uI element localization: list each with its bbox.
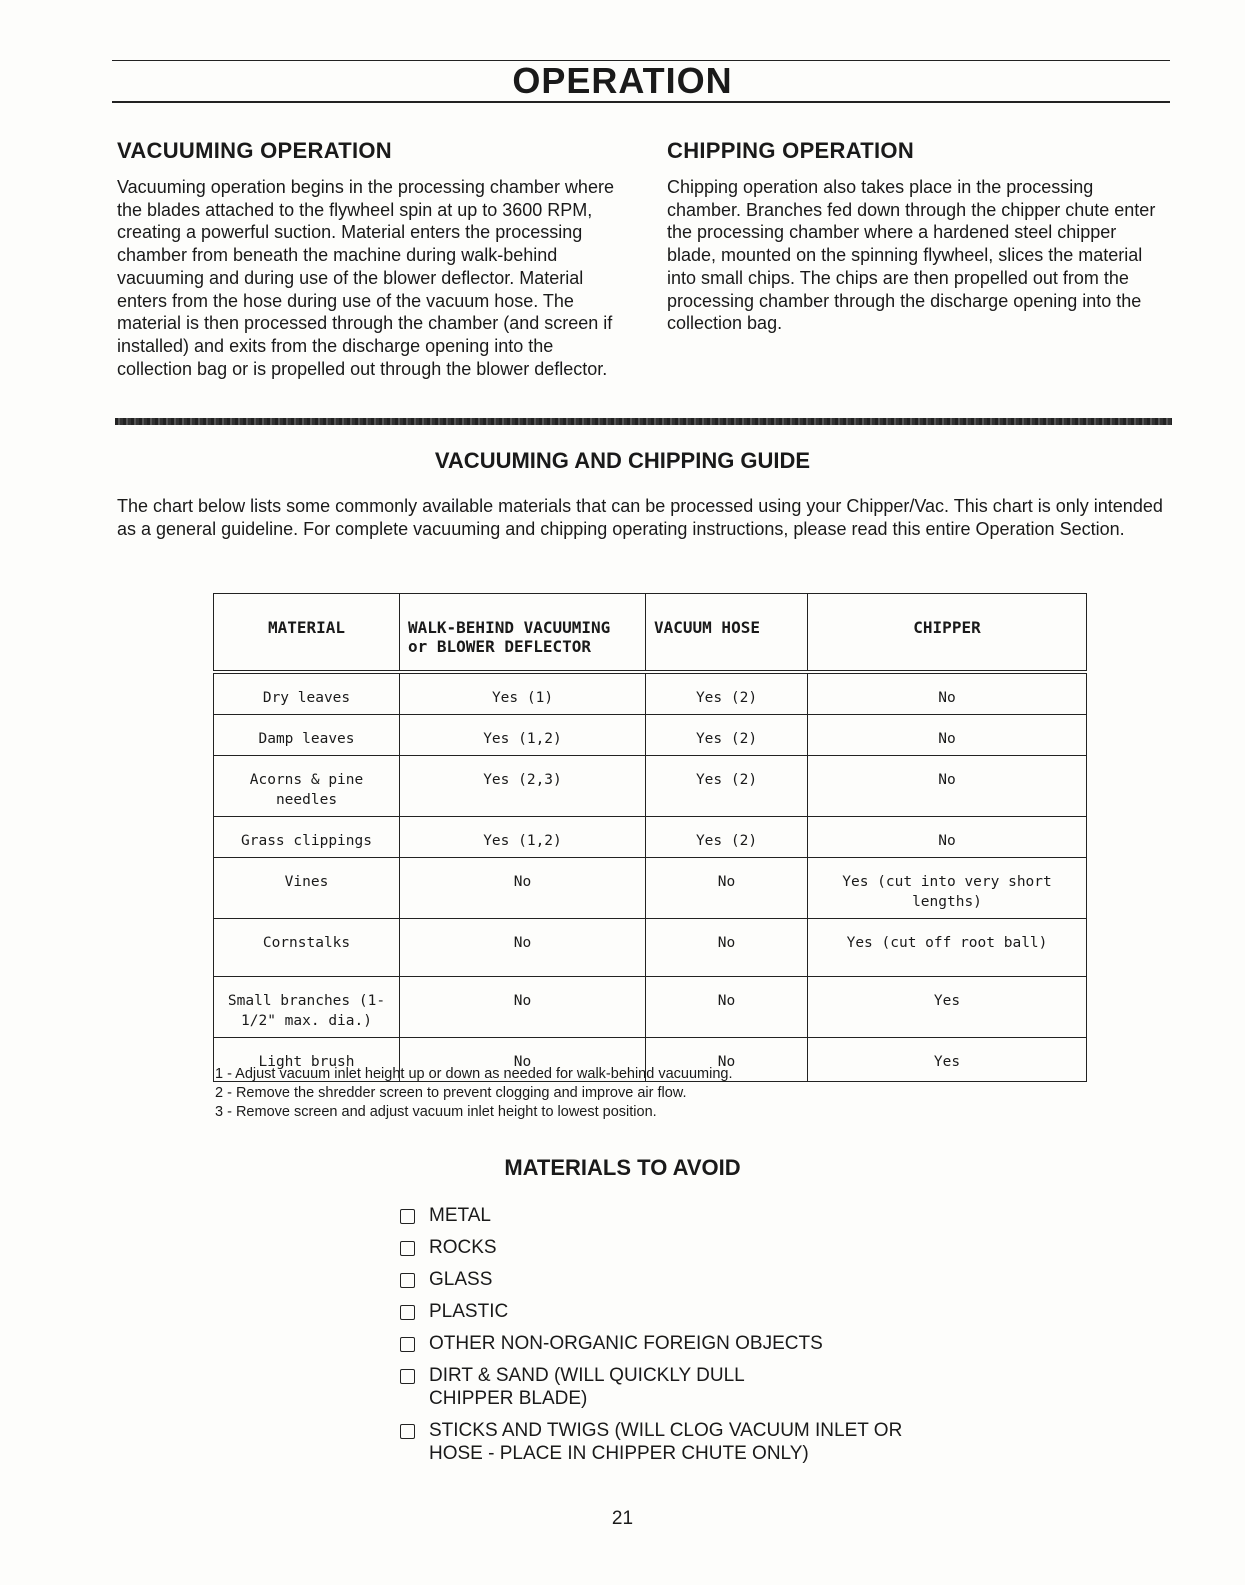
- cell-material: Dry leaves: [214, 672, 400, 715]
- cell-material: Vines: [214, 858, 400, 919]
- table-header-row: [214, 594, 1087, 673]
- list-item: [398, 1236, 909, 1259]
- cell-vacuum-hose: Yes (2): [646, 715, 808, 756]
- cell-walk-behind: No: [400, 858, 646, 919]
- vacuuming-section: [117, 138, 622, 380]
- cell-vacuum-hose: No: [646, 977, 808, 1038]
- guide-intro: The chart below lists some commonly available materials that can be processed using your Chipper/Vac. This chart is only intended as a general guideline. For complete vacuuming and chipping operating instructions, please read this entire Operation Section.: [117, 496, 1163, 539]
- cell-walk-behind: No: [400, 1038, 646, 1082]
- cell-material: Light brush: [214, 1038, 400, 1082]
- page-title: OPERATION: [512, 60, 733, 101]
- vacuuming-text: Vacuuming operation begins in the processing chamber where the blades attached to the flywheel spin at up to 3600 RPM, creating a powerful suction. Material enters the processing chamber from beneath the machine during walk-behind vacuuming and during use of the blower deflector. Material enters from the hose during use of the vacuum hose. The material is then processed through the chamber (and screen if installed) and exits from the discharge opening into the collection bag or is propelled out through the blower deflector.: [117, 177, 614, 379]
- list-item: [398, 1332, 909, 1355]
- avoid-item-text: METAL: [429, 1205, 491, 1226]
- checkbox-icon: [400, 1337, 415, 1352]
- avoid-item-text: DIRT & SAND (WILL QUICKLY DULL CHIPPER BLADE): [429, 1365, 744, 1409]
- cell-vacuum-hose: No: [646, 919, 808, 977]
- cell-vacuum-hose: No: [646, 858, 808, 919]
- cell-walk-behind: No: [400, 919, 646, 977]
- cell-chipper: No: [808, 756, 1087, 817]
- checkbox-icon: [400, 1273, 415, 1288]
- list-item: [398, 1300, 909, 1323]
- avoid-list: [398, 1204, 909, 1474]
- footnote-3: 3 - Remove screen and adjust vacuum inlet height to lowest position.: [215, 1104, 657, 1120]
- table-row: [214, 919, 1087, 977]
- avoid-item-text: ROCKS: [429, 1237, 497, 1258]
- vacuuming-heading: VACUUMING OPERATION: [117, 138, 392, 163]
- cell-walk-behind: No: [400, 977, 646, 1038]
- cell-chipper: No: [808, 715, 1087, 756]
- cell-vacuum-hose: Yes (2): [646, 672, 808, 715]
- footnote-2: 2 - Remove the shredder screen to prevent clogging and improve air flow.: [215, 1085, 687, 1101]
- table-row: [214, 756, 1087, 817]
- header-chipper: CHIPPER: [808, 594, 1087, 673]
- section-divider: [115, 418, 1172, 425]
- checkbox-icon: [400, 1424, 415, 1439]
- table-row: [214, 672, 1087, 715]
- footnote-1: 1 - Adjust vacuum inlet height up or down as needed for walk-behind vacuuming.: [215, 1066, 733, 1082]
- avoid-item-text: STICKS AND TWIGS (WILL CLOG VACUUM INLET OR HOSE - PLACE IN CHIPPER CHUTE ONLY): [429, 1420, 903, 1464]
- checkbox-icon: [400, 1241, 415, 1256]
- checkbox-icon: [400, 1369, 415, 1384]
- table-row: [214, 858, 1087, 919]
- chipping-section: [667, 138, 1167, 335]
- avoid-item-text: OTHER NON-ORGANIC FOREIGN OBJECTS: [429, 1333, 823, 1354]
- cell-walk-behind: Yes (2,3): [400, 756, 646, 817]
- title-underline: [112, 101, 1170, 103]
- page-number: 21: [611, 1508, 634, 1529]
- cell-walk-behind: Yes (1): [400, 672, 646, 715]
- list-item: [398, 1364, 909, 1410]
- cell-walk-behind: Yes (1,2): [400, 715, 646, 756]
- checkbox-icon: [400, 1209, 415, 1224]
- list-item: [398, 1204, 909, 1227]
- cell-material: Grass clippings: [214, 817, 400, 858]
- guide-table: [213, 593, 1087, 1082]
- table-row: [214, 817, 1087, 858]
- cell-vacuum-hose: No: [646, 1038, 808, 1082]
- chipping-heading: CHIPPING OPERATION: [667, 138, 915, 163]
- cell-material: Small branches (1-1/2" max. dia.): [214, 977, 400, 1038]
- cell-chipper: Yes: [808, 977, 1087, 1038]
- guide-heading: VACUUMING AND CHIPPING GUIDE: [434, 448, 811, 473]
- cell-walk-behind: Yes (1,2): [400, 817, 646, 858]
- cell-vacuum-hose: Yes (2): [646, 756, 808, 817]
- cell-material: Acorns & pine needles: [214, 756, 400, 817]
- list-item: [398, 1419, 909, 1465]
- avoid-item-text: GLASS: [429, 1269, 493, 1290]
- table-row: [214, 715, 1087, 756]
- checkbox-icon: [400, 1305, 415, 1320]
- header-walk-behind: WALK-BEHIND VACUUMING or BLOWER DEFLECTOR: [400, 594, 646, 673]
- header-vacuum-hose: VACUUM HOSE: [646, 594, 808, 673]
- header-material: MATERIAL: [214, 594, 400, 673]
- footnotes: [215, 1065, 732, 1122]
- cell-chipper: No: [808, 672, 1087, 715]
- avoid-item-text: PLASTIC: [429, 1301, 509, 1322]
- cell-material: Cornstalks: [214, 919, 400, 977]
- cell-chipper: No: [808, 817, 1087, 858]
- cell-material: Damp leaves: [214, 715, 400, 756]
- cell-chipper: Yes: [808, 1038, 1087, 1082]
- list-item: [398, 1268, 909, 1291]
- avoid-heading: MATERIALS TO AVOID: [504, 1155, 741, 1180]
- chipping-text: Chipping operation also takes place in the processing chamber. Branches fed down through the chipper chute enter the processing chamber where a hardened steel chipper blade, mounted on the spinning flywheel, slices the material into small chips. The chips are then propelled out from the processing chamber through the discharge opening into the collection bag.: [667, 177, 1156, 334]
- table-row: [214, 977, 1087, 1038]
- cell-chipper: Yes (cut off root ball): [808, 919, 1087, 977]
- cell-vacuum-hose: Yes (2): [646, 817, 808, 858]
- cell-chipper: Yes (cut into very short lengths): [808, 858, 1087, 919]
